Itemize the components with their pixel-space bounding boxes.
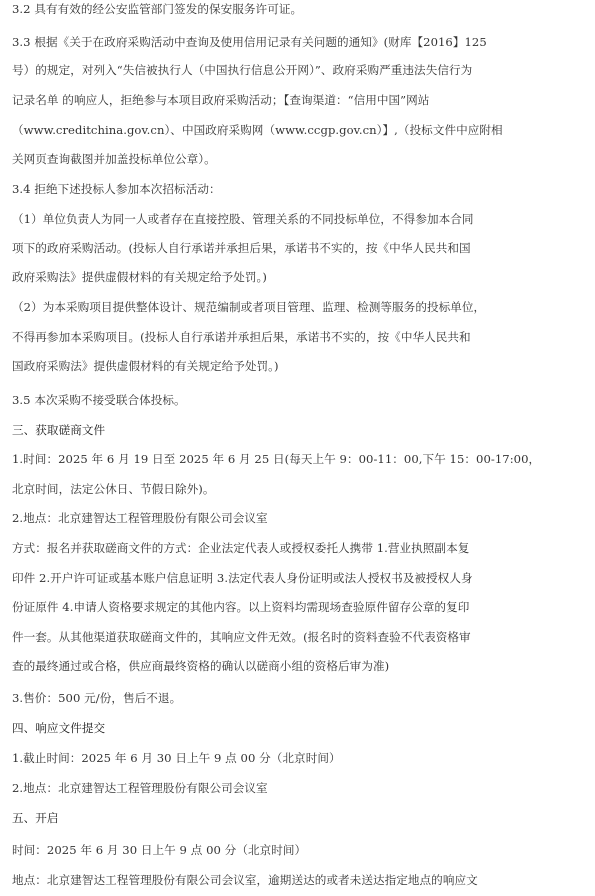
text-line: 号）的规定，对列入“失信被执行人（中国执行信息公开网）”、政府采购严重违法失信行为 — [12, 63, 473, 77]
text-line: （2）为本采购项目提供整体设计、规范编制或者项目管理、监理、检测等服务的投标单位， — [12, 300, 486, 314]
text-line: 查的最终通过或合格，供应商最终资格的确认以磋商小组的资格后审为准) — [12, 659, 390, 673]
text-line: （1）单位负责人为同一人或者存在直接控股、管理关系的不同投标单位，不得参加本合同 — [12, 212, 474, 226]
text-line: 项下的政府采购活动。(投标人自行承诺并承担后果，承诺书不实的，按《中华人民共和国 — [12, 241, 471, 255]
text-line: 关网页查询截图并加盖投标单位公章）。 — [12, 152, 216, 166]
text-line: 政府采购法》提供虚假材料的有关规定给予处罚。) — [12, 270, 267, 284]
text-line: 国政府采购法》提供虚假材料的有关规定给予处罚。) — [12, 359, 279, 373]
section-heading: 五、开启 — [12, 811, 59, 825]
text-line: 印件 2.开户许可证或基本账户信息证明 3.法定代表人身份证明或法人授权书及被授权人身 — [12, 571, 473, 585]
section-heading: 四、响应文件提交 — [12, 721, 106, 735]
text-line: 时间：2025 年 6 月 30 日上午 9 点 00 分（北京时间） — [12, 843, 307, 857]
text-line: 3.2 具有有效的经公安监管部门签发的保安服务许可证。 — [12, 2, 303, 16]
text-line: 3.5 本次采购不接受联合体投标。 — [12, 393, 186, 407]
text-line: 件一套。从其他渠道获取磋商文件的，其响应文件无效。(报名时的资料查验不代表资格审 — [12, 630, 471, 644]
text-line: 3.3 根据《关于在政府采购活动中查询及使用信用记录有关问题的通知》(财库【2016】125 — [12, 35, 487, 49]
text-line: 1.截止时间：2025 年 6 月 30 日上午 9 点 00 分（北京时间） — [12, 751, 341, 765]
text-line: 地点：北京建智达工程管理股份有限公司会议室，逾期送达的或者未送达指定地点的响应文 — [12, 873, 478, 887]
text-line: 2.地点：北京建智达工程管理股份有限公司会议室 — [12, 781, 268, 795]
text-line: 不得再参加本采购项目。(投标人自行承诺并承担后果，承诺书不实的，按《中华人民共和 — [12, 330, 471, 344]
text-line: 方式：报名并获取磋商文件的方式：企业法定代表人或授权委托人携带 1.营业执照副本复 — [12, 541, 470, 555]
section-heading: 三、获取磋商文件 — [12, 423, 106, 437]
text-line: 记录名单 的响应人，拒绝参与本项目政府采购活动；【查询渠道：“信用中国”网站 — [12, 93, 430, 107]
text-line: 3.售价：500 元/份，售后不退。 — [12, 691, 182, 705]
text-line: （www.creditchina.gov.cn）、中国政府采购网（www.ccgp.gov.cn）】,（投标文件中应附相 — [12, 123, 503, 137]
text-line: 北京时间，法定公休日、节假日除外)。 — [12, 482, 215, 496]
text-line: 3.4 拒绝下述投标人参加本次招标活动： — [12, 182, 221, 196]
text-line: 1.时间：2025 年 6 月 19 日至 2025 年 6 月 25 日(每天上午 9：00-11：00,下午 15：00-17:00， — [12, 452, 541, 466]
text-line: 份证原件 4.申请人资格要求规定的其他内容。以上资料均需现场查验原件留存公章的复印 — [12, 600, 470, 614]
text-line: 2.地点：北京建智达工程管理股份有限公司会议室 — [12, 511, 268, 525]
